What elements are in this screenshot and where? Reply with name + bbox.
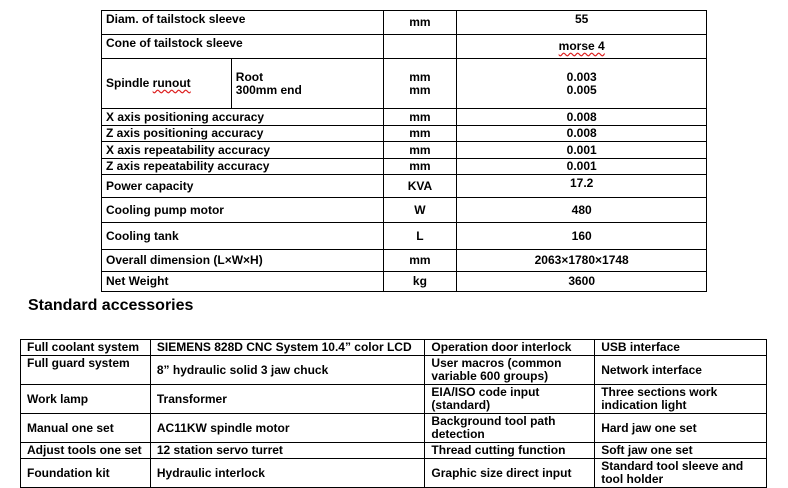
- accessory-cell: EIA/ISO code input (standard): [425, 385, 595, 414]
- table-row: [102, 109, 707, 126]
- spec-name: Z axis positioning accuracy: [102, 126, 384, 142]
- spec-name: Z axis repeatability accuracy: [102, 159, 384, 175]
- spec-value: 55: [457, 11, 707, 35]
- spec-unit: W: [383, 198, 457, 223]
- section-heading: Standard accessories: [28, 297, 194, 314]
- table-row: [21, 459, 767, 488]
- table-row: [21, 340, 767, 356]
- spec-name: Net Weight: [102, 272, 384, 292]
- spec-name: Cone of tailstock sleeve: [102, 35, 384, 59]
- table-row: [102, 250, 707, 272]
- accessory-cell: Transformer: [150, 385, 425, 414]
- table-row: [102, 223, 707, 250]
- table-row: [102, 126, 707, 142]
- spec-value-2: 0.005: [566, 82, 597, 97]
- accessory-cell: Foundation kit: [21, 459, 151, 488]
- spec-value-text: morse 4: [558, 39, 605, 53]
- spec-value: 0.008: [457, 126, 707, 142]
- accessory-cell: Full coolant system: [21, 340, 151, 356]
- table-row: [21, 385, 767, 414]
- accessory-cell: AC11KW spindle motor: [150, 414, 425, 443]
- spec-value: 0.008: [457, 109, 707, 126]
- table-row: [21, 443, 767, 459]
- accessory-cell: Network interface: [595, 356, 767, 385]
- spec-unit: [383, 59, 457, 109]
- accessory-cell: Manual one set: [21, 414, 151, 443]
- accessory-cell: Three sections work indication light: [595, 385, 767, 414]
- spec-name: X axis repeatability accuracy: [102, 142, 384, 159]
- spec-value-1: 0.003: [566, 69, 597, 84]
- spec-unit: mm: [383, 11, 457, 35]
- table-row: [21, 414, 767, 443]
- spec-sub-1: Root: [235, 69, 264, 84]
- spec-value: [457, 35, 707, 59]
- spec-unit: mm: [383, 159, 457, 175]
- table-row: [102, 272, 707, 292]
- accessory-cell: Adjust tools one set: [21, 443, 151, 459]
- spec-value: 0.001: [457, 142, 707, 159]
- accessory-cell: Hard jaw one set: [595, 414, 767, 443]
- accessory-cell: User macros (common variable 600 groups): [425, 356, 595, 385]
- spec-name: Spindle runout: [102, 59, 232, 109]
- spec-sub-2: 300mm end: [235, 82, 302, 97]
- spec-value: 2063×1780×1748: [457, 250, 707, 272]
- accessory-cell: Work lamp: [21, 385, 151, 414]
- accessory-cell: Hydraulic interlock: [150, 459, 425, 488]
- table-row: [102, 175, 707, 198]
- spec-unit: mm: [383, 126, 457, 142]
- spec-unit: L: [383, 223, 457, 250]
- accessory-cell: Full guard system: [21, 356, 151, 385]
- spec-name: X axis positioning accuracy: [102, 109, 384, 126]
- accessory-cell: Thread cutting function: [425, 443, 595, 459]
- table-row: [102, 198, 707, 223]
- spec-unit: [383, 35, 457, 59]
- spec-value: 3600: [457, 272, 707, 292]
- spec-value: 480: [457, 198, 707, 223]
- spec-value: [457, 59, 707, 109]
- spec-unit: mm: [383, 109, 457, 126]
- spec-sub: [231, 59, 383, 109]
- accessory-cell: Standard tool sleeve and tool holder: [595, 459, 767, 488]
- table-row: [102, 11, 707, 35]
- spec-name: Cooling tank: [102, 223, 384, 250]
- spec-name: Diam. of tailstock sleeve: [102, 11, 384, 35]
- spec-unit: mm: [383, 142, 457, 159]
- accessory-cell: 8” hydraulic solid 3 jaw chuck: [150, 356, 425, 385]
- spec-unit: KVA: [383, 175, 457, 198]
- accessory-cell: Soft jaw one set: [595, 443, 767, 459]
- spec-unit-2: mm: [409, 82, 431, 97]
- spec-name: Cooling pump motor: [102, 198, 384, 223]
- spec-name: Power capacity: [102, 175, 384, 198]
- accessory-cell: Background tool path detection: [425, 414, 595, 443]
- accessory-cell: SIEMENS 828D CNC System 10.4” color LCD: [150, 340, 425, 356]
- spec-table: [101, 10, 707, 292]
- table-row: [102, 142, 707, 159]
- table-row: [102, 35, 707, 59]
- table-row: [102, 159, 707, 175]
- spec-value: 0.001: [457, 159, 707, 175]
- table-row: [21, 356, 767, 385]
- spec-name-squiggle: runout: [152, 76, 191, 90]
- table-row: [102, 59, 707, 109]
- spec-unit-1: mm: [409, 69, 431, 84]
- accessory-cell: Graphic size direct input: [425, 459, 595, 488]
- accessories-table: [20, 339, 767, 488]
- spec-name: Overall dimension (L×W×H): [102, 250, 384, 272]
- accessory-cell: USB interface: [595, 340, 767, 356]
- spec-unit: mm: [383, 250, 457, 272]
- spec-unit: kg: [383, 272, 457, 292]
- spec-value: 160: [457, 223, 707, 250]
- accessory-cell: Operation door interlock: [425, 340, 595, 356]
- accessory-cell: 12 station servo turret: [150, 443, 425, 459]
- spec-value: 17.2: [457, 175, 707, 198]
